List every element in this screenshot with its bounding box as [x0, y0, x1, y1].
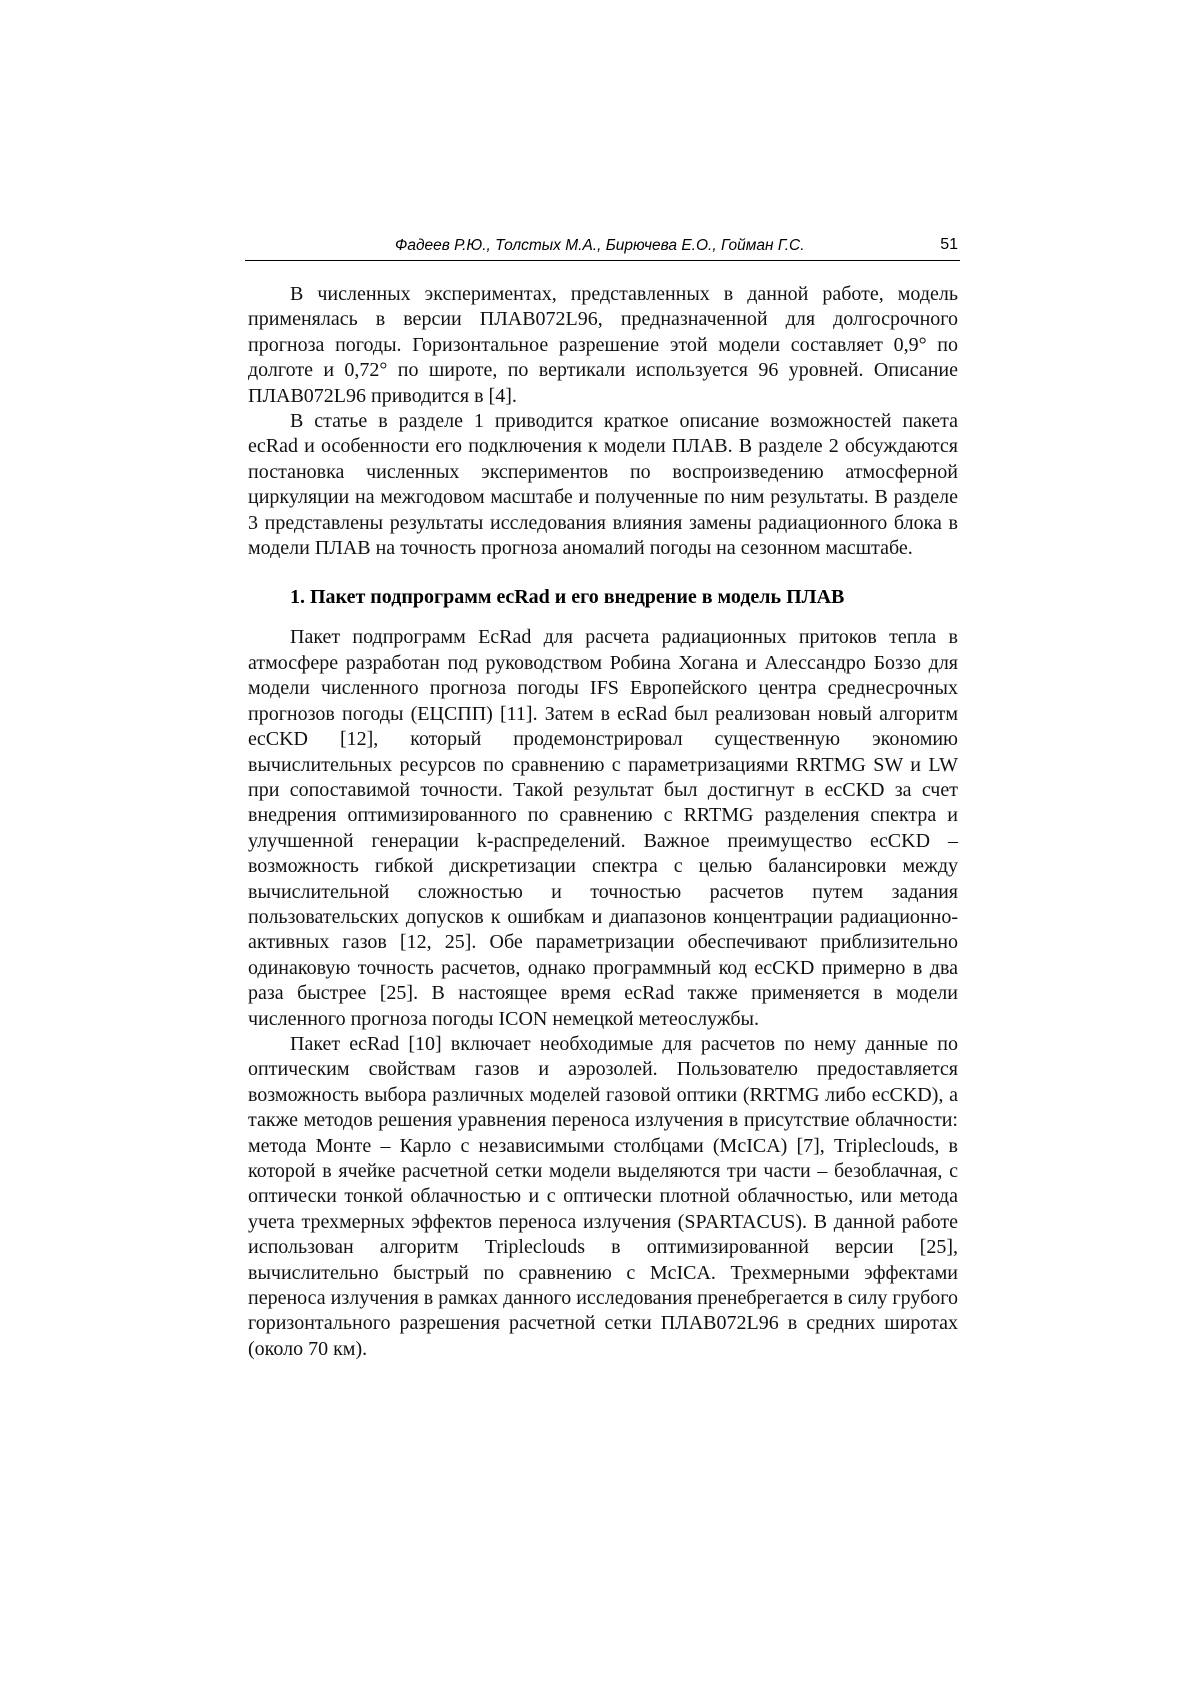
page-number: 51	[940, 236, 958, 253]
section-1-paragraph-2: Пакет ecRad [10] включает необходимые для расчетов по нему данные по оптическим свойствам газов и аэрозолей. Пользователю предоставляется возможность выбора различных моделей газовой оптики (RRTMG либо ecCKD), а также методов решения уравнения переноса излучения в присутствие облачности: метода Монте – Карло с независимыми столбцами (McICA) [7], Tripleclouds, в которой в ячейке расчетной сетки модели выделяются три части – безоблачная, с оптически тонкой облачностью и с оптически плотной облачностью, или метода учета трехмерных эффектов переноса излучения (SPARTACUS). В данной работе использован алгоритм Tripleclouds в оптимизированной версии [25], вычислительно быстрый по сравнению с McICA. Трехмерными эффектами переноса излучения в рамках данного исследования пренебрегается в силу грубого горизонтального разрешения расчетной сетки ПЛАВ072L96 в средних широтах (около 70 км).	[248, 1032, 958, 1360]
section-heading: 1. Пакет подпрограмм ecRad и его внедрение в модель ПЛАВ	[290, 586, 845, 609]
article-body	[248, 282, 958, 1362]
section-1-paragraph-1: Пакет подпрограмм EcRad для расчета радиационных притоков тепла в атмосфере разработан под руководством Робина Хогана и Алессандро Боззо для модели численного прогноза погоды IFS Европейского центра среднесрочных прогнозов погоды (ЕЦСПП) [11]. Затем в ecRad был реализован новый алгоритм ecCKD [12], который продемонстрировал существенную экономию вычислительных ресурсов по сравнению с параметризациями RRTMG SW и LW при сопоставимой точности. Такой результат был достигнут в ecCKD за счет внедрения оптимизированного по сравнению с RRTMG разделения спектра и улучшенной генерации k-распределений. Важное преимущество ecCKD – возможность гибкой дискретизации спектра с целью балансировки между вычислительной сложностью и точностью расчетов путем задания пользовательских допусков к ошибкам и диапазонов концентрации радиационно-активных газов [12, 25]. Обе параметризации обеспечивают приблизительно одинаковую точность расчетов, однако программный код ecCKD примерно в два раза быстрее [25]. В настоящее время ecRad также применяется в модели численного прогноза погоды ICON немецкой метеослужбы.	[248, 626, 958, 1030]
intro-paragraph-2: В статье в разделе 1 приводится краткое описание возможностей пакета ecRad и особенности его подключения к модели ПЛАВ. В разделе 2 обсуждаются постановка численных экспериментов по воспроизведению атмосферной циркуляции на межгодовом масштабе и полученные по ним результаты. В разделе 3 представлены результаты исследования влияния замены радиационного блока в модели ПЛАВ на точность прогноза аномалий погоды на сезонном масштабе.	[248, 410, 958, 560]
intro-paragraph-1: В численных экспериментах, представленных в данной работе, модель применялась в версии ПЛАВ072L96, предназначенной для долгосрочного прогноза погоды. Горизонтальное разрешение этой модели составляет 0,9° по долготе и 0,72° по широте, по вертикали используется 96 уровней. Описание ПЛАВ072L96 приводится в [4].	[248, 283, 958, 407]
running-header	[245, 236, 960, 261]
header-authors: Фадеев Р.Ю., Толстых М.А., Бирючева Е.О., Гойман Г.С.	[395, 237, 805, 254]
